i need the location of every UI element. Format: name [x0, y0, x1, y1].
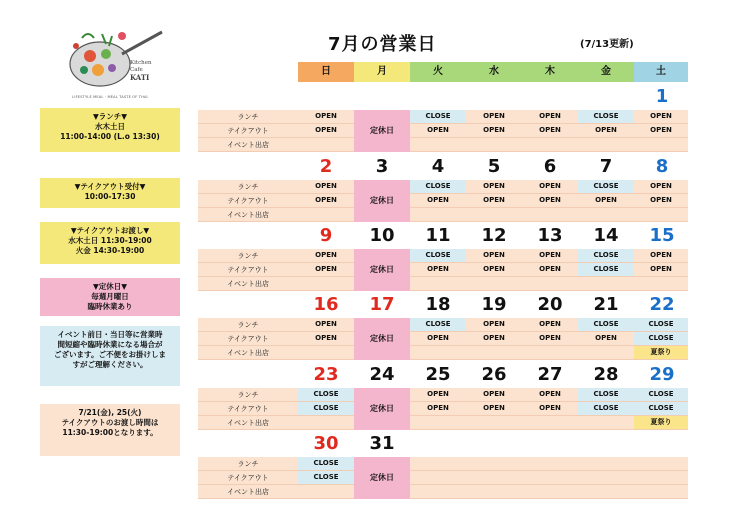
status-cell: OPEN — [539, 390, 561, 398]
info-box — [40, 222, 180, 264]
info-line: ございます。ご不便をお掛けしま — [54, 350, 166, 359]
takeout-row-label: テイクアウト — [227, 197, 269, 205]
date-number: 22 — [649, 294, 675, 315]
info-line: イベント前日・当日等に営業時 — [57, 330, 163, 339]
date-number: 17 — [369, 294, 395, 315]
info-line: 臨時休業あり — [87, 302, 133, 311]
info-line: 11:30-19:00となります。 — [62, 428, 158, 437]
logo-tagline: LIFESTYLE MEAL · MEAL TASTE OF THAI — [72, 95, 148, 99]
status-cell: OPEN — [315, 320, 337, 328]
status-cell: OPEN — [315, 334, 337, 342]
logo-text: Kitchen Cafe KATI — [130, 60, 152, 82]
status-cell: OPEN — [539, 126, 561, 134]
status-cell: OPEN — [483, 334, 505, 342]
date-number: 2 — [319, 156, 333, 177]
date-number: 25 — [425, 364, 451, 385]
status-cell: OPEN — [483, 390, 505, 398]
closed-day-cell: 定休日 — [354, 457, 410, 499]
date-number: 12 — [481, 225, 507, 246]
status-cell: CLOSE — [578, 263, 634, 276]
event-row-label: イベント出店 — [227, 280, 269, 288]
status-cell: OPEN — [650, 196, 672, 204]
date-number: 30 — [313, 433, 339, 454]
status-cell: 夏祭り — [634, 416, 688, 429]
lunch-row-label: ランチ — [237, 460, 259, 468]
lunch-row-label: ランチ — [237, 321, 259, 329]
info-line: ▼ランチ▼ — [92, 112, 128, 121]
status-cell: OPEN — [315, 196, 337, 204]
date-number: 14 — [593, 225, 619, 246]
date-number: 5 — [487, 156, 501, 177]
status-cell: OPEN — [539, 320, 561, 328]
status-cell: OPEN — [315, 126, 337, 134]
takeout-row-label: テイクアウト — [227, 474, 269, 482]
date-number: 3 — [375, 156, 389, 177]
status-cell: CLOSE — [578, 249, 634, 262]
date-number: 27 — [537, 364, 563, 385]
date-number: 20 — [537, 294, 563, 315]
info-line: 7/21(金), 25(火) — [78, 408, 142, 417]
date-number: 4 — [431, 156, 445, 177]
lunch-row-label: ランチ — [237, 391, 259, 399]
info-line: ▼テイクアウト受付▼ — [74, 182, 146, 191]
status-cell: OPEN — [539, 251, 561, 259]
date-number: 24 — [369, 364, 395, 385]
info-line: すがご理解ください。 — [72, 360, 148, 369]
status-cell: OPEN — [595, 126, 617, 134]
closed-day-cell: 定休日 — [354, 388, 410, 430]
closed-day-cell: 定休日 — [354, 249, 410, 291]
date-number: 6 — [543, 156, 557, 177]
event-row-label: イベント出店 — [227, 211, 269, 219]
lunch-row-label: ランチ — [237, 183, 259, 191]
weekday-header-5: 金 — [578, 62, 634, 82]
date-number: 1 — [655, 86, 669, 107]
info-line: ▼定休日▼ — [92, 282, 128, 291]
status-cell: OPEN — [315, 182, 337, 190]
status-cell: OPEN — [315, 251, 337, 259]
weekday-header-6: 土 — [634, 62, 688, 82]
info-line: 毎週月曜日 — [91, 292, 129, 301]
event-row-label: イベント出店 — [227, 488, 269, 496]
date-number: 11 — [425, 225, 451, 246]
status-cell: OPEN — [427, 404, 449, 412]
status-cell: CLOSE — [410, 180, 466, 193]
weekday-header-1: 月 — [354, 62, 410, 82]
date-number: 23 — [313, 364, 339, 385]
status-cell: OPEN — [595, 196, 617, 204]
status-cell: OPEN — [539, 334, 561, 342]
info-box — [40, 278, 180, 316]
status-cell: OPEN — [483, 112, 505, 120]
date-number: 8 — [655, 156, 669, 177]
status-cell: CLOSE — [578, 318, 634, 331]
status-cell: OPEN — [315, 265, 337, 273]
status-cell: OPEN — [427, 265, 449, 273]
weekday-header-2: 火 — [410, 62, 466, 82]
status-cell: CLOSE — [634, 318, 688, 331]
status-cell: CLOSE — [410, 318, 466, 331]
status-cell: OPEN — [539, 404, 561, 412]
date-number: 19 — [481, 294, 507, 315]
closed-day-cell: 定休日 — [354, 180, 410, 222]
event-row-label: イベント出店 — [227, 349, 269, 357]
weekday-header-3: 水 — [466, 62, 522, 82]
date-number: 26 — [481, 364, 507, 385]
info-line: 間短縮や臨時休業になる場合が — [57, 340, 163, 349]
status-cell: CLOSE — [578, 388, 634, 401]
status-cell: CLOSE — [298, 402, 354, 415]
status-cell: OPEN — [483, 196, 505, 204]
status-cell: CLOSE — [634, 388, 688, 401]
date-number: 16 — [313, 294, 339, 315]
status-cell: OPEN — [315, 112, 337, 120]
status-cell: CLOSE — [410, 249, 466, 262]
status-cell: CLOSE — [578, 402, 634, 415]
status-cell: OPEN — [483, 182, 505, 190]
weekday-header-0: 日 — [298, 62, 354, 82]
info-line: 11:00-14:00 (L.o 13:30) — [60, 132, 160, 141]
info-line: ▼テイクアウトお渡し▼ — [70, 226, 150, 235]
info-box — [40, 108, 180, 152]
info-line: 火金 14:30-19:00 — [75, 246, 145, 255]
event-row-label: イベント出店 — [227, 141, 269, 149]
page-title: 7月の営業日 — [328, 34, 437, 55]
status-cell: 夏祭り — [634, 346, 688, 359]
info-line: テイクアウトのお渡し時間は — [61, 418, 159, 427]
lunch-row-label: ランチ — [237, 113, 259, 121]
takeout-row-label: テイクアウト — [227, 266, 269, 274]
updated-note: (7/13更新) — [580, 39, 634, 50]
info-box — [40, 326, 180, 386]
status-cell: OPEN — [427, 334, 449, 342]
date-number: 31 — [369, 433, 395, 454]
date-number: 15 — [649, 225, 675, 246]
status-cell: OPEN — [427, 126, 449, 134]
takeout-row-label: テイクアウト — [227, 127, 269, 135]
status-cell: OPEN — [650, 126, 672, 134]
status-cell: CLOSE — [298, 457, 354, 470]
status-cell: CLOSE — [298, 471, 354, 484]
date-number: 7 — [599, 156, 613, 177]
status-cell: CLOSE — [578, 110, 634, 123]
lunch-row-label: ランチ — [237, 252, 259, 260]
info-line: 水木土日 11:30-19:00 — [68, 236, 152, 245]
status-cell: OPEN — [483, 265, 505, 273]
status-cell: OPEN — [539, 112, 561, 120]
closed-day-cell: 定休日 — [354, 110, 410, 152]
date-number: 13 — [537, 225, 563, 246]
status-cell: OPEN — [539, 196, 561, 204]
status-cell: OPEN — [650, 251, 672, 259]
event-row-label: イベント出店 — [227, 419, 269, 427]
takeout-row-label: テイクアウト — [227, 405, 269, 413]
takeout-row-label: テイクアウト — [227, 335, 269, 343]
date-number: 28 — [593, 364, 619, 385]
status-cell: OPEN — [483, 126, 505, 134]
status-cell: OPEN — [595, 334, 617, 342]
date-number: 10 — [369, 225, 395, 246]
info-box — [40, 178, 180, 208]
status-cell: CLOSE — [578, 180, 634, 193]
status-cell: CLOSE — [634, 332, 688, 345]
status-cell: OPEN — [539, 265, 561, 273]
info-line: 10:00-17:30 — [84, 192, 136, 201]
status-cell: OPEN — [483, 320, 505, 328]
status-cell: OPEN — [483, 404, 505, 412]
date-number: 9 — [319, 225, 333, 246]
status-cell: CLOSE — [298, 388, 354, 401]
date-number: 18 — [425, 294, 451, 315]
status-cell: OPEN — [650, 265, 672, 273]
date-number: 21 — [593, 294, 619, 315]
status-cell: OPEN — [650, 112, 672, 120]
info-line: 水木土日 — [95, 122, 125, 131]
status-cell: OPEN — [650, 182, 672, 190]
status-cell: OPEN — [483, 251, 505, 259]
status-cell: OPEN — [427, 196, 449, 204]
info-box — [40, 404, 180, 456]
closed-day-cell: 定休日 — [354, 318, 410, 360]
status-cell: CLOSE — [634, 402, 688, 415]
status-cell: OPEN — [539, 182, 561, 190]
status-cell: OPEN — [427, 390, 449, 398]
weekday-header-4: 木 — [522, 62, 578, 82]
date-number: 29 — [649, 364, 675, 385]
status-cell: CLOSE — [410, 110, 466, 123]
